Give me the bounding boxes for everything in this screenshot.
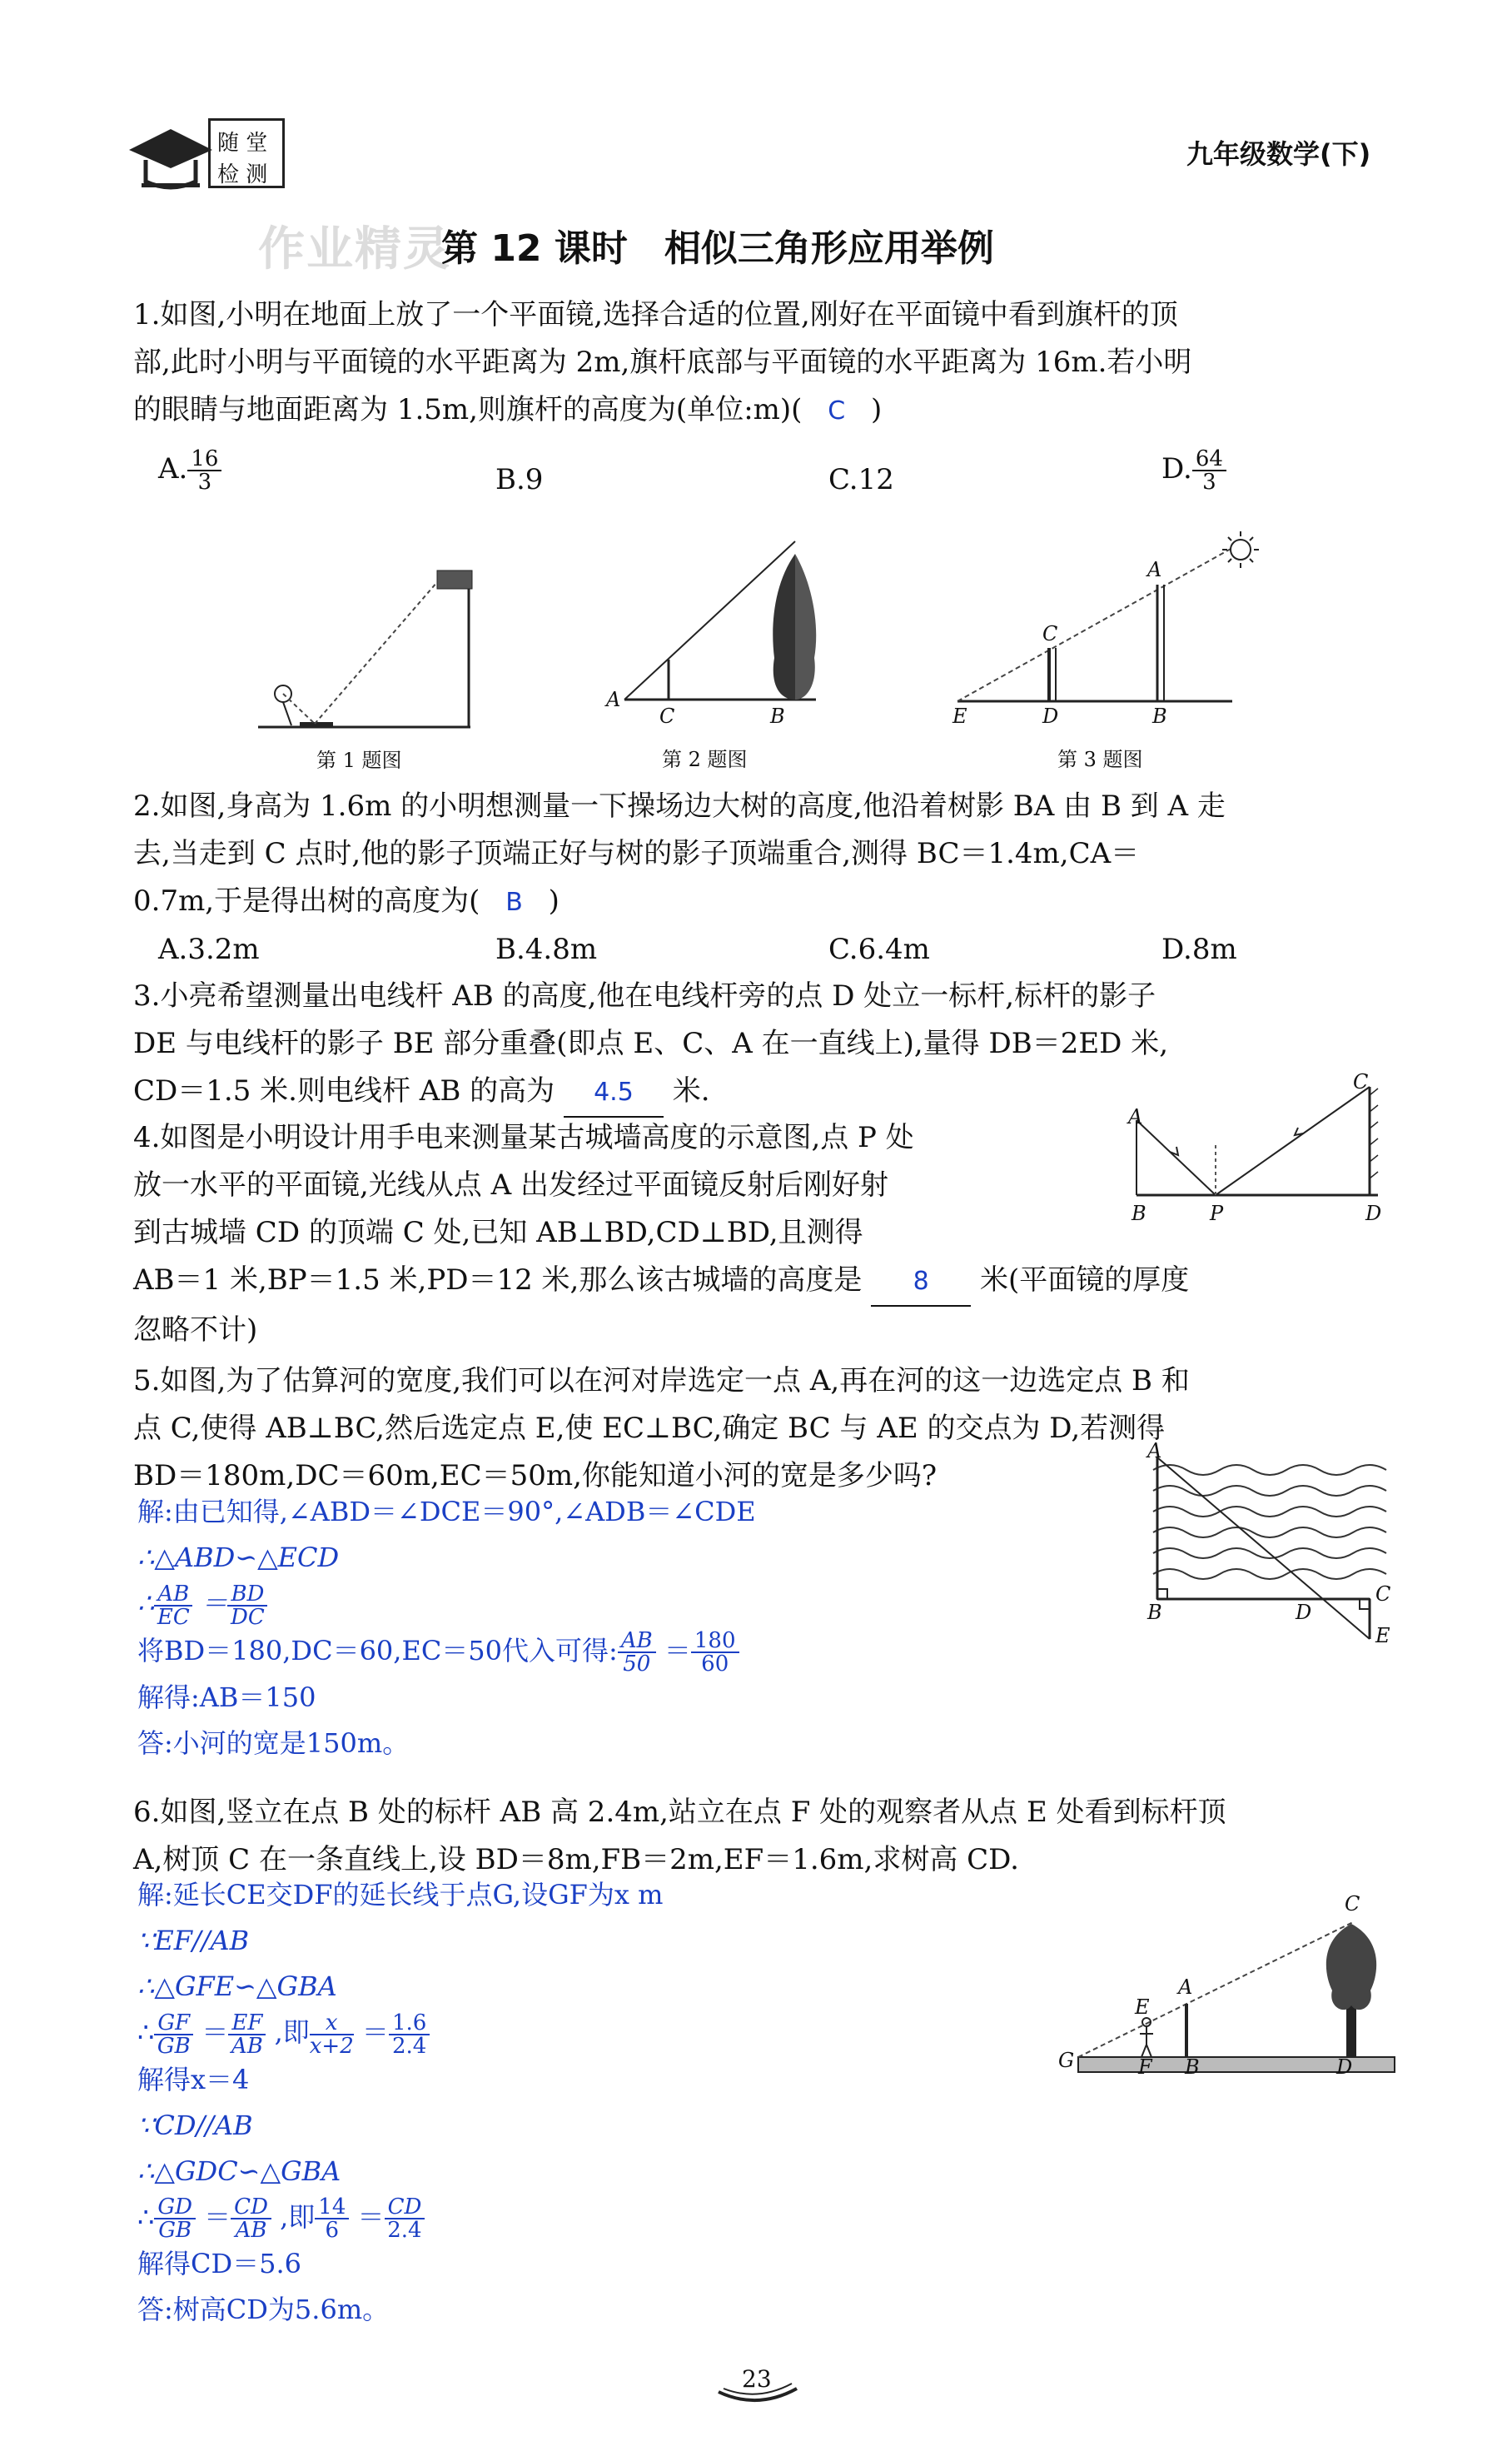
q2-line2: 去,当走到 C 点时,他的影子顶端正好与树的影子顶端重合,测得 BC＝1.4m,CA＝ xyxy=(133,837,1140,870)
fig3-label-a: A xyxy=(1147,558,1162,581)
q2-option-a: A.3.2m xyxy=(158,933,260,966)
figure-6 xyxy=(1053,1892,1403,2103)
q2-option-c: C.6.4m xyxy=(828,933,930,966)
subject-label: 九年级数学(下) xyxy=(1186,138,1371,170)
fig2-label-b: B xyxy=(770,705,785,728)
figure-2-diagram xyxy=(599,533,849,733)
figure-5 xyxy=(1141,1439,1407,1653)
q3-line3: CD＝1.5 米.则电线杆 AB 的高为 xyxy=(133,1074,555,1108)
question-6 xyxy=(133,1789,1399,1884)
fig3-label-d: D xyxy=(1042,705,1059,728)
fig4-label-b: B xyxy=(1132,1202,1146,1225)
q3-line2: DE 与电线杆的影子 BE 部分重叠(即点 E、C、A 在一直线上),量得 DB＝2ED 米, xyxy=(133,1027,1169,1060)
q1-option-b: B.9 xyxy=(495,463,544,496)
logo-text-2: 检 测 xyxy=(217,162,268,187)
q4-line4: AB＝1 米,BP＝1.5 米,PD＝12 米,那么该古城墙的高度是 xyxy=(133,1263,863,1297)
q6-sol-4: ∴ $\frac{GF}{GB}$ ＝ $\frac{EF}{AB}$ ,即 $\frac{x}{x+2}$ ＝ $\frac{1.6}{2.4}$ xyxy=(137,2010,1012,2057)
fig5-label-a: A xyxy=(1147,1439,1162,1462)
fig5-label-b: B xyxy=(1147,1601,1162,1624)
q6-sol-3: ∴△GFE∽△GBA xyxy=(137,1970,337,2002)
q6-sol-9: 解得CD＝5.6 xyxy=(137,2248,302,2279)
figure-3 xyxy=(949,525,1266,775)
fig2-label-c: C xyxy=(659,705,675,728)
q1-option-a: A. $\frac{16}{3}$ xyxy=(158,446,221,493)
fig3-label-b: B xyxy=(1152,705,1167,728)
q6-sol-10: 答:树高CD为5.6m。 xyxy=(137,2294,390,2325)
fig6-label-a: A xyxy=(1178,1975,1193,1999)
q2-option-b: B.4.8m xyxy=(495,933,598,966)
q6-solution xyxy=(137,1872,1012,2333)
logo-icon xyxy=(125,117,216,192)
q4-line4-end: 米(平面镜的厚度 xyxy=(979,1263,1190,1297)
fig5-label-e: E xyxy=(1375,1624,1390,1647)
q1-option-d: D. $\frac{64}{3}$ xyxy=(1161,446,1226,493)
fig4-label-c: C xyxy=(1353,1070,1369,1094)
figure-1 xyxy=(258,562,483,770)
q1-line2: 部,此时小明与平面镜的水平距离为 2m,旗杆底部与平面镜的水平距离为 16m.若小明 xyxy=(133,346,1192,379)
fig5-label-c: C xyxy=(1375,1582,1391,1606)
fig6-label-e: E xyxy=(1135,1995,1150,2019)
figure-1-caption: 第 1 题图 xyxy=(316,749,402,772)
q1-answer: C xyxy=(828,396,846,426)
q4-line2: 放一水平的平面镜,光线从点 A 出发经过平面镜反射后刚好射 xyxy=(133,1168,888,1202)
q6-sol-2: ∵EF//AB xyxy=(137,1925,250,1956)
figure-2-caption: 第 2 题图 xyxy=(662,748,748,771)
fig3-label-e: E xyxy=(952,705,967,728)
q5-sol-1: 解:由已知得,∠ABD＝∠DCE＝90°,∠ADB＝∠CDE xyxy=(137,1496,756,1527)
figure-3-diagram xyxy=(949,525,1266,733)
q5-line2: 点 C,使得 AB⊥BC,然后选定点 E,使 EC⊥BC,确定 BC 与 AE 的交点为 D,若测得 xyxy=(133,1412,1166,1445)
q5-sol-4: 将BD＝180,DC＝60,EC＝50代入可得: $\frac{AB}{50}$ ＝ $\frac{180}{60}$ xyxy=(137,1628,1095,1676)
q5-line3: BD＝180m,DC＝60m,EC＝50m,你能知道小河的宽是多少吗? xyxy=(133,1459,938,1492)
q6-sol-7: ∴△GDC∽△GBA xyxy=(137,2155,341,2187)
q5-sol-6: 答:小河的宽是150m。 xyxy=(137,1727,410,1759)
figure-1-diagram xyxy=(258,562,483,737)
q5-solution xyxy=(137,1489,1095,1766)
q5-sol-5: 解得:AB＝150 xyxy=(137,1681,316,1713)
q6-sol-8: ∴ $\frac{GD}{GB}$ ＝ $\frac{CD}{AB}$ ,即 $\frac{14}{6}$ ＝ $\frac{CD}{2.4}$ xyxy=(137,2194,1012,2242)
q2-line3-end: ) xyxy=(548,884,560,918)
q6-sol-1: 解:延长CE交DF的延长线于点G,设GF为x m xyxy=(137,1879,664,1911)
fig6-label-g: G xyxy=(1058,2049,1075,2072)
logo-text-1: 随 堂 xyxy=(217,131,268,156)
fig4-label-p: P xyxy=(1210,1202,1224,1225)
q1-option-c: C.12 xyxy=(828,463,894,496)
q5-sol-2: ∴△ABD∽△ECD xyxy=(137,1542,340,1573)
q5-line1: 5.如图,为了估算河的宽度,我们可以在河对岸选定一点 A,再在河的这一边选定点 B 和 xyxy=(133,1364,1190,1397)
q6-sol-6: ∵CD//AB xyxy=(137,2109,253,2141)
q6-sol-5: 解得x＝4 xyxy=(137,2063,250,2095)
q2-line3: 0.7m,于是得出树的高度为( xyxy=(133,884,480,918)
fig6-label-c: C xyxy=(1345,1892,1360,1915)
watermark: 作业精灵 xyxy=(258,222,451,276)
fig2-label-a: A xyxy=(606,688,621,711)
figure-5-diagram xyxy=(1141,1449,1407,1653)
fig6-label-d: D xyxy=(1336,2055,1353,2079)
figure-3-caption: 第 3 题图 xyxy=(1057,748,1143,771)
figure-4 xyxy=(1120,1070,1395,1233)
q2-answer: B xyxy=(505,888,523,917)
page-number: 23 xyxy=(712,2364,803,2405)
q4-line3: 到古城墙 CD 的顶端 C 处,已知 AB⊥BD,CD⊥BD,且测得 xyxy=(133,1216,863,1249)
q5-sol-3: ∴ $\frac{AB}{EC}$ ＝ $\frac{BD}{DC}$ xyxy=(137,1581,1095,1628)
fig5-label-d: D xyxy=(1296,1601,1312,1624)
question-1 xyxy=(133,291,1399,435)
q6-line2: A,树顶 C 在一条直线上,设 BD＝8m,FB＝2m,EF＝1.6m,求树高 CD. xyxy=(133,1843,1019,1876)
page-title: 第 12 课时 相似三角形应用举例 xyxy=(441,227,994,270)
q4-answer: 8 xyxy=(913,1267,929,1296)
q4-line1: 4.如图是小明设计用手电来测量某古城墙高度的示意图,点 P 处 xyxy=(133,1121,914,1154)
fig6-label-b: B xyxy=(1185,2055,1200,2079)
tree-icon xyxy=(1326,1924,1376,2057)
q6-line1: 6.如图,竖立在点 B 处的标杆 AB 高 2.4m,站立在点 F 处的观察者从点 E 处看到标杆顶 xyxy=(133,1796,1226,1829)
fig4-label-a: A xyxy=(1128,1105,1143,1128)
q1-line3-end: ) xyxy=(871,393,883,426)
fig6-label-f: F xyxy=(1138,2055,1152,2079)
q1-line3: 的眼睛与地面距离为 1.5m,则旗杆的高度为(单位:m)( xyxy=(133,393,803,426)
question-2 xyxy=(133,783,1399,974)
q1-line1: 1.如图,小明在地面上放了一个平面镜,选择合适的位置,刚好在平面镜中看到旗杆的顶 xyxy=(133,298,1178,331)
q3-line3-end: 米. xyxy=(672,1074,710,1108)
fig4-label-d: D xyxy=(1365,1202,1382,1225)
q4-line5: 忽略不计) xyxy=(133,1313,258,1347)
header-logo xyxy=(125,117,291,192)
fig3-label-c: C xyxy=(1042,622,1058,645)
figure-2 xyxy=(599,533,849,775)
q3-answer: 4.5 xyxy=(594,1078,634,1107)
q2-line1: 2.如图,身高为 1.6m 的小明想测量一下操场边大树的高度,他沿着树影 BA 由 B 到 A 走 xyxy=(133,790,1226,823)
q2-option-d: D.8m xyxy=(1161,933,1237,966)
q3-line1: 3.小亮希望测量出电线杆 AB 的高度,他在电线杆旁的点 D 处立一标杆,标杆的影子 xyxy=(133,979,1156,1013)
